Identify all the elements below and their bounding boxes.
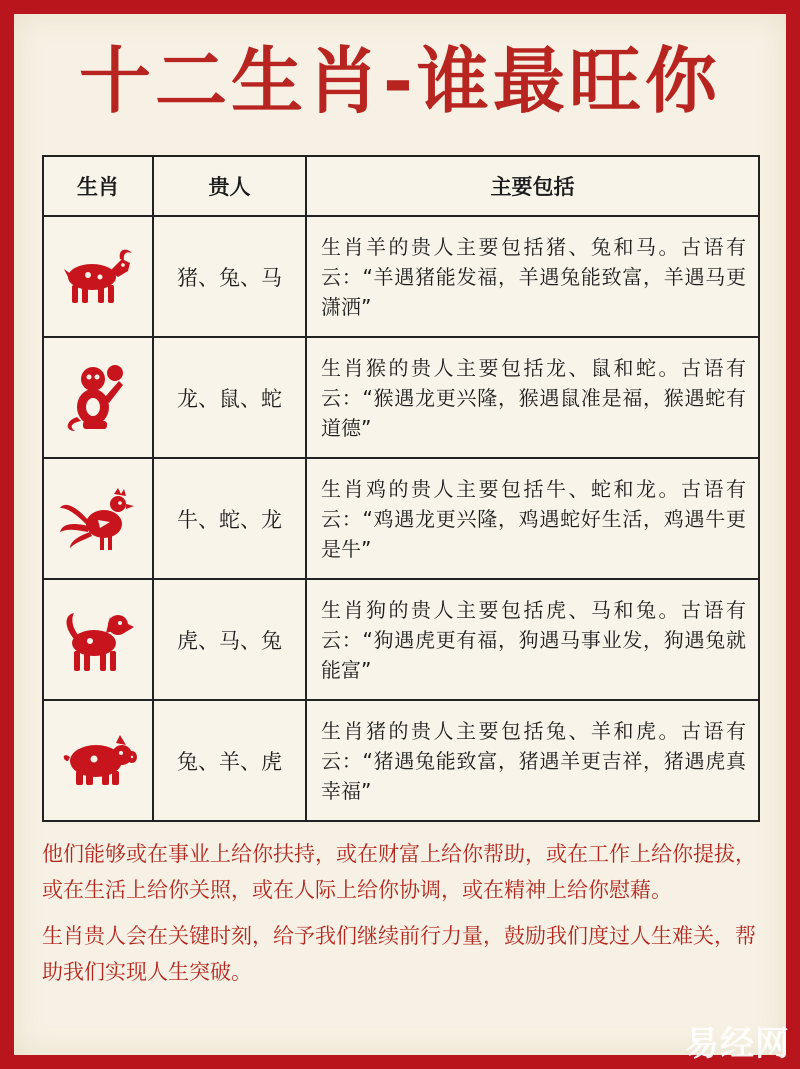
nobles-cell: 龙、鼠、蛇 <box>153 337 306 458</box>
animal-cell <box>43 458 153 579</box>
animal-cell <box>43 337 153 458</box>
header-includes: 主要包括 <box>306 156 759 216</box>
nobles-cell: 虎、马、兔 <box>153 579 306 700</box>
goat-icon <box>60 247 136 307</box>
nobles-cell: 兔、羊、虎 <box>153 700 306 821</box>
header-zodiac: 生肖 <box>43 156 153 216</box>
animal-cell <box>43 700 153 821</box>
watermark-logo: 易经网 <box>685 1024 790 1064</box>
table-row <box>43 216 759 337</box>
paragraph-support: 他们能够或在事业上给你扶持，或在财富上给你帮助，或在工作上给你提拔，或在生活上给你关照，或在人际上给你协调，或在精神上给你慰藉。 <box>42 842 756 902</box>
nobles-cell: 猪、兔、马 <box>153 216 306 337</box>
page-title: 十二生肖-谁最旺你 <box>79 39 721 123</box>
pig-icon <box>58 733 138 789</box>
rooster-icon <box>58 484 138 554</box>
animal-cell <box>43 216 153 337</box>
zodiac-table <box>42 155 760 822</box>
header-nobles: 贵人 <box>153 156 306 216</box>
description-cell: 生肖鸡的贵人主要包括牛、蛇和龙。古语有云：“鸡遇龙更兴隆，鸡遇蛇好生活，鸡遇牛更是牛” <box>306 458 759 579</box>
animal-cell <box>43 579 153 700</box>
description-cell: 生肖狗的贵人主要包括虎、马和兔。古语有云：“狗遇虎更有福，狗遇马事业发，狗遇兔就能富” <box>306 579 759 700</box>
description-cell: 生肖羊的贵人主要包括猪、兔和马。古语有云：“羊遇猪能发福，羊遇兔能致富，羊遇马更潇洒” <box>306 216 759 337</box>
paragraph-breakthrough: 生肖贵人会在关键时刻，给予我们继续前行力量，鼓励我们度过人生难关，帮助我们实现人生突破。 <box>42 924 756 984</box>
dog-icon <box>60 605 136 675</box>
table-row <box>43 337 759 458</box>
table-header-row <box>43 156 759 216</box>
table-row <box>43 579 759 700</box>
description-cell: 生肖猪的贵人主要包括兔、羊和虎。古语有云：“猪遇兔能致富，猪遇羊更吉祥，猪遇虎真幸福” <box>306 700 759 821</box>
monkey-icon <box>63 361 133 435</box>
table-row <box>43 458 759 579</box>
nobles-cell: 牛、蛇、龙 <box>153 458 306 579</box>
table-row <box>43 700 759 821</box>
description-cell: 生肖猴的贵人主要包括龙、鼠和蛇。古语有云：“猴遇龙更兴隆，猴遇鼠准是福，猴遇蛇有道德” <box>306 337 759 458</box>
